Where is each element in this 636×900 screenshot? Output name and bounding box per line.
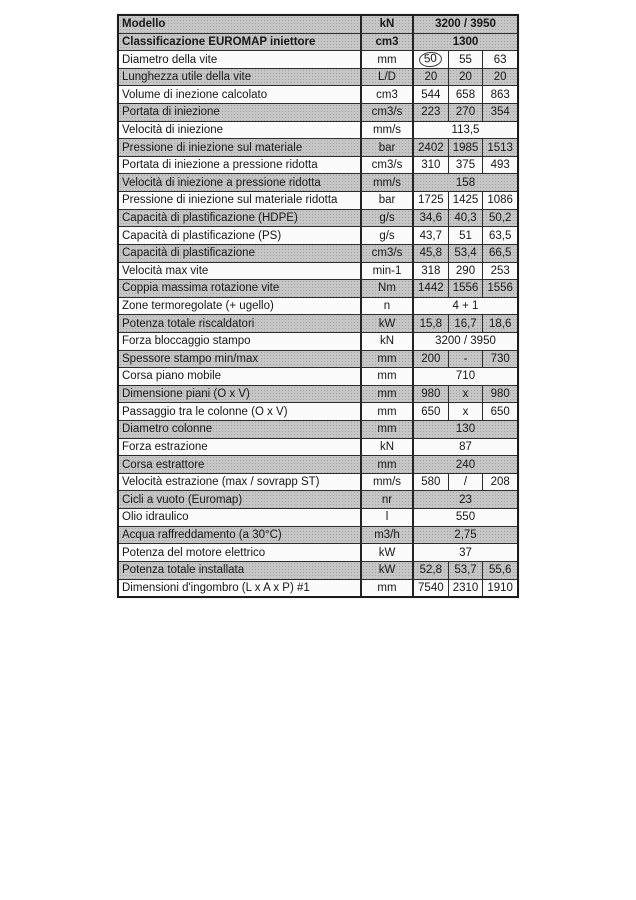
row-value bbox=[483, 104, 517, 121]
row-value-span: 23 bbox=[459, 493, 472, 506]
value-text: 16,7 bbox=[454, 317, 477, 330]
row-value bbox=[449, 210, 484, 227]
value-text: 34,6 bbox=[419, 212, 443, 224]
row-unit: Nm bbox=[362, 280, 414, 297]
row-value-span: 113,5 bbox=[451, 123, 480, 136]
value-text: 208 bbox=[490, 476, 510, 489]
value-text: 7540 bbox=[418, 581, 444, 594]
row-label: Olio idraulico bbox=[119, 509, 362, 526]
row-value bbox=[414, 210, 449, 227]
value-text: 1086 bbox=[487, 194, 513, 207]
row-value-span: 240 bbox=[455, 458, 476, 471]
row-label: Cicli a vuoto (Euromap) bbox=[119, 491, 362, 508]
row-value bbox=[449, 104, 484, 121]
value-text: 15,8 bbox=[419, 317, 443, 330]
value-text: 52,8 bbox=[419, 564, 443, 577]
row-unit: cm3/s bbox=[362, 104, 414, 121]
value-text: 375 bbox=[455, 159, 476, 172]
table-row bbox=[119, 16, 517, 34]
value-text: 200 bbox=[421, 352, 441, 365]
table-row bbox=[119, 139, 517, 157]
row-value bbox=[414, 280, 449, 297]
value-text: 63,5 bbox=[488, 229, 512, 242]
row-unit: bar bbox=[362, 139, 414, 156]
row-unit: m3/h bbox=[362, 527, 414, 544]
row-value bbox=[483, 580, 517, 597]
table-row bbox=[119, 157, 517, 175]
row-value bbox=[483, 263, 517, 280]
table-row bbox=[119, 86, 517, 104]
row-value bbox=[449, 580, 484, 597]
row-value bbox=[414, 474, 449, 491]
row-value bbox=[449, 263, 484, 280]
table-row bbox=[119, 333, 517, 351]
row-unit: kN bbox=[362, 439, 414, 456]
row-value bbox=[414, 386, 449, 403]
row-label: Lunghezza utile della vite bbox=[119, 69, 362, 86]
row-label: Spessore stampo min/max bbox=[119, 351, 362, 368]
row-label: Capacità di plastificazione (PS) bbox=[119, 227, 362, 244]
value-text: 2402 bbox=[418, 141, 444, 154]
table-row bbox=[119, 368, 517, 386]
value-text: 45,8 bbox=[419, 247, 443, 260]
value-text: 1556 bbox=[487, 282, 513, 295]
row-value bbox=[483, 139, 517, 156]
row-value bbox=[449, 403, 484, 420]
row-value bbox=[449, 139, 484, 156]
table-row bbox=[119, 580, 517, 597]
row-unit: L/D bbox=[362, 69, 414, 86]
row-unit: mm bbox=[362, 580, 414, 597]
table-row bbox=[119, 509, 517, 527]
row-value-span: 3200 / 3950 bbox=[435, 335, 496, 348]
row-value bbox=[483, 386, 517, 403]
row-label: Volume di inezione calcolato bbox=[119, 86, 362, 103]
value-text: 55 bbox=[459, 53, 472, 66]
spec-table bbox=[117, 14, 519, 598]
table-row bbox=[119, 474, 517, 492]
row-value bbox=[449, 192, 484, 209]
row-unit: cm3 bbox=[362, 34, 414, 51]
table-row bbox=[119, 280, 517, 298]
row-value bbox=[449, 386, 484, 403]
row-label: Forza estrazione bbox=[119, 439, 362, 456]
value-text: 1442 bbox=[418, 282, 444, 295]
row-unit: mm bbox=[362, 51, 414, 68]
row-unit: mm bbox=[362, 421, 414, 438]
row-value bbox=[414, 157, 449, 174]
row-value-span: 87 bbox=[459, 440, 472, 453]
value-text: 18,6 bbox=[488, 317, 512, 330]
table-row bbox=[119, 263, 517, 281]
table-row bbox=[119, 174, 517, 192]
row-value bbox=[414, 227, 449, 244]
row-label: Potenza del motore elettrico bbox=[119, 544, 362, 561]
table-row bbox=[119, 439, 517, 457]
row-value bbox=[449, 245, 484, 262]
value-text: 1556 bbox=[452, 282, 479, 295]
row-label: Potenza totale installata bbox=[119, 562, 362, 579]
value-text: 650 bbox=[421, 405, 441, 418]
row-value bbox=[414, 139, 449, 156]
row-value-span: 2,75 bbox=[454, 528, 477, 541]
row-value-span: 37 bbox=[459, 546, 472, 559]
row-label: Corsa piano mobile bbox=[119, 368, 362, 385]
row-label: Dimensione piani (O x V) bbox=[119, 386, 362, 403]
row-label: Velocità di iniezione bbox=[119, 122, 362, 139]
row-value bbox=[414, 69, 449, 86]
row-value bbox=[483, 562, 517, 579]
table-row bbox=[119, 491, 517, 509]
row-unit: mm bbox=[362, 368, 414, 385]
row-unit: nr bbox=[362, 491, 414, 508]
value-text: 270 bbox=[455, 106, 476, 119]
row-unit: kW bbox=[362, 315, 414, 332]
row-label: Velocità max vite bbox=[119, 263, 362, 280]
row-unit: kN bbox=[362, 333, 414, 350]
row-value bbox=[414, 51, 449, 68]
row-label: Velocità estrazione (max / sovrapp ST) bbox=[119, 474, 362, 491]
row-unit: cm3/s bbox=[362, 157, 414, 174]
table-row bbox=[119, 456, 517, 474]
value-text: 980 bbox=[490, 388, 510, 401]
row-value bbox=[414, 315, 449, 332]
row-value bbox=[483, 192, 517, 209]
value-text: x bbox=[462, 405, 469, 418]
value-text: 2310 bbox=[452, 581, 479, 594]
table-row bbox=[119, 315, 517, 333]
row-unit: l bbox=[362, 509, 414, 526]
circled-value-annotation: 50 bbox=[419, 51, 443, 68]
row-unit: g/s bbox=[362, 227, 414, 244]
row-unit: mm bbox=[362, 351, 414, 368]
value-text: 20 bbox=[493, 71, 507, 84]
row-value bbox=[483, 280, 517, 297]
value-text: 493 bbox=[490, 159, 510, 172]
row-label: Dimensioni d'ingombro (L x A x P) #1 bbox=[119, 580, 362, 597]
row-value bbox=[483, 86, 517, 103]
value-text: 650 bbox=[490, 405, 510, 418]
value-text: 580 bbox=[421, 476, 441, 489]
row-value bbox=[483, 227, 517, 244]
value-text: 51 bbox=[459, 229, 472, 242]
value-text: 20 bbox=[459, 71, 472, 84]
row-value bbox=[483, 51, 517, 68]
row-value-span: 158 bbox=[455, 176, 476, 189]
row-unit: mm bbox=[362, 403, 414, 420]
row-label: Velocità di iniezione a pressione ridotta bbox=[119, 174, 362, 191]
value-text: 253 bbox=[490, 264, 510, 277]
row-unit: cm3 bbox=[362, 86, 414, 103]
row-value bbox=[414, 580, 449, 597]
value-text: x bbox=[462, 388, 469, 401]
value-text: 55,6 bbox=[488, 564, 512, 577]
value-text: 1910 bbox=[487, 581, 513, 594]
row-unit: n bbox=[362, 298, 414, 315]
row-value bbox=[414, 351, 449, 368]
row-value bbox=[414, 192, 449, 209]
value-text: 1725 bbox=[418, 194, 444, 207]
value-text: 1985 bbox=[452, 141, 479, 154]
row-value-span: 130 bbox=[455, 423, 476, 436]
row-value bbox=[483, 245, 517, 262]
row-value bbox=[449, 315, 484, 332]
table-row bbox=[119, 34, 517, 52]
row-value bbox=[483, 474, 517, 491]
row-value bbox=[449, 562, 484, 579]
table-row bbox=[119, 122, 517, 140]
value-text: 658 bbox=[455, 88, 476, 101]
row-label: Modello bbox=[119, 16, 362, 33]
table-row bbox=[119, 245, 517, 263]
table-row bbox=[119, 403, 517, 421]
row-value-span: 3200 / 3950 bbox=[435, 18, 496, 31]
row-unit: min-1 bbox=[362, 263, 414, 280]
row-label: Potenza totale riscaldatori bbox=[119, 315, 362, 332]
row-value bbox=[449, 474, 484, 491]
value-text: 318 bbox=[421, 264, 441, 277]
row-value bbox=[483, 315, 517, 332]
row-label: Pressione di iniezione sul materiale bbox=[119, 139, 362, 156]
row-label: Capacità di plastificazione (HDPE) bbox=[119, 210, 362, 227]
row-label: Coppia massima rotazione vite bbox=[119, 280, 362, 297]
row-value bbox=[483, 351, 517, 368]
value-text: 40,3 bbox=[454, 212, 477, 224]
value-text: 354 bbox=[490, 106, 510, 119]
table-row bbox=[119, 421, 517, 439]
table-row bbox=[119, 227, 517, 245]
row-label: Acqua raffreddamento (a 30°C) bbox=[119, 527, 362, 544]
row-unit: kN bbox=[362, 16, 414, 33]
table-row bbox=[119, 210, 517, 228]
row-value bbox=[449, 86, 484, 103]
row-unit: kW bbox=[362, 562, 414, 579]
row-unit: cm3/s bbox=[362, 245, 414, 262]
row-value bbox=[414, 263, 449, 280]
row-label: Capacità di plastificazione bbox=[119, 245, 362, 262]
row-value bbox=[414, 562, 449, 579]
row-value bbox=[483, 403, 517, 420]
row-value bbox=[449, 157, 484, 174]
value-text: 1425 bbox=[452, 194, 479, 207]
row-label: Passaggio tra le colonne (O x V) bbox=[119, 403, 362, 420]
row-value bbox=[483, 210, 517, 227]
row-value bbox=[483, 157, 517, 174]
row-label: Diametro della vite bbox=[119, 51, 362, 68]
table-row bbox=[119, 192, 517, 210]
value-text: 310 bbox=[421, 159, 441, 172]
row-value bbox=[449, 227, 484, 244]
row-value bbox=[449, 351, 484, 368]
value-text: 223 bbox=[421, 106, 441, 119]
value-text: 863 bbox=[490, 88, 510, 101]
row-unit: mm/s bbox=[362, 174, 414, 191]
table-row bbox=[119, 544, 517, 562]
value-text: 50,2 bbox=[488, 212, 512, 224]
row-value-span: 550 bbox=[455, 511, 476, 524]
row-value-span: 4 + 1 bbox=[452, 300, 479, 313]
row-value-span: 710 bbox=[455, 370, 476, 383]
value-text: 66,5 bbox=[488, 247, 512, 260]
value-text: 290 bbox=[455, 264, 476, 277]
row-unit: bar bbox=[362, 192, 414, 209]
row-value-span: 1300 bbox=[452, 35, 479, 48]
value-text: / bbox=[463, 476, 468, 489]
row-label: Portata di iniezione a pressione ridotta bbox=[119, 157, 362, 174]
row-label: Corsa estrattore bbox=[119, 456, 362, 473]
value-text: 20 bbox=[424, 71, 438, 84]
table-row bbox=[119, 51, 517, 69]
row-value bbox=[414, 104, 449, 121]
row-value bbox=[483, 69, 517, 86]
row-unit: mm bbox=[362, 386, 414, 403]
table-row bbox=[119, 351, 517, 369]
row-unit: g/s bbox=[362, 210, 414, 227]
row-value bbox=[449, 69, 484, 86]
value-text: 53,4 bbox=[454, 247, 477, 260]
row-unit: kW bbox=[362, 544, 414, 561]
row-label: Portata di iniezione bbox=[119, 104, 362, 121]
row-value bbox=[449, 280, 484, 297]
row-label: Forza bloccaggio stampo bbox=[119, 333, 362, 350]
table-row bbox=[119, 527, 517, 545]
row-value bbox=[414, 403, 449, 420]
value-text: 53,7 bbox=[454, 564, 477, 577]
row-label: Pressione di iniezione sul materiale ridotta bbox=[119, 192, 362, 209]
row-value bbox=[414, 86, 449, 103]
value-text: 63 bbox=[493, 53, 507, 66]
value-text: 544 bbox=[421, 88, 441, 101]
table-row bbox=[119, 298, 517, 316]
row-unit: mm/s bbox=[362, 474, 414, 491]
row-value bbox=[414, 245, 449, 262]
row-value bbox=[449, 51, 484, 68]
row-label: Zone termoregolate (+ ugello) bbox=[119, 298, 362, 315]
value-text: - bbox=[463, 352, 468, 365]
table-row bbox=[119, 386, 517, 404]
value-text: 980 bbox=[421, 388, 441, 401]
table-row bbox=[119, 104, 517, 122]
row-label: Diametro colonne bbox=[119, 421, 362, 438]
value-text: 730 bbox=[490, 352, 510, 365]
table-row bbox=[119, 562, 517, 580]
row-unit: mm bbox=[362, 456, 414, 473]
value-text: 43,7 bbox=[419, 229, 443, 242]
row-unit: mm/s bbox=[362, 122, 414, 139]
value-text: 1513 bbox=[487, 141, 513, 154]
row-label: Classificazione EUROMAP iniettore bbox=[119, 34, 362, 51]
table-row bbox=[119, 69, 517, 87]
